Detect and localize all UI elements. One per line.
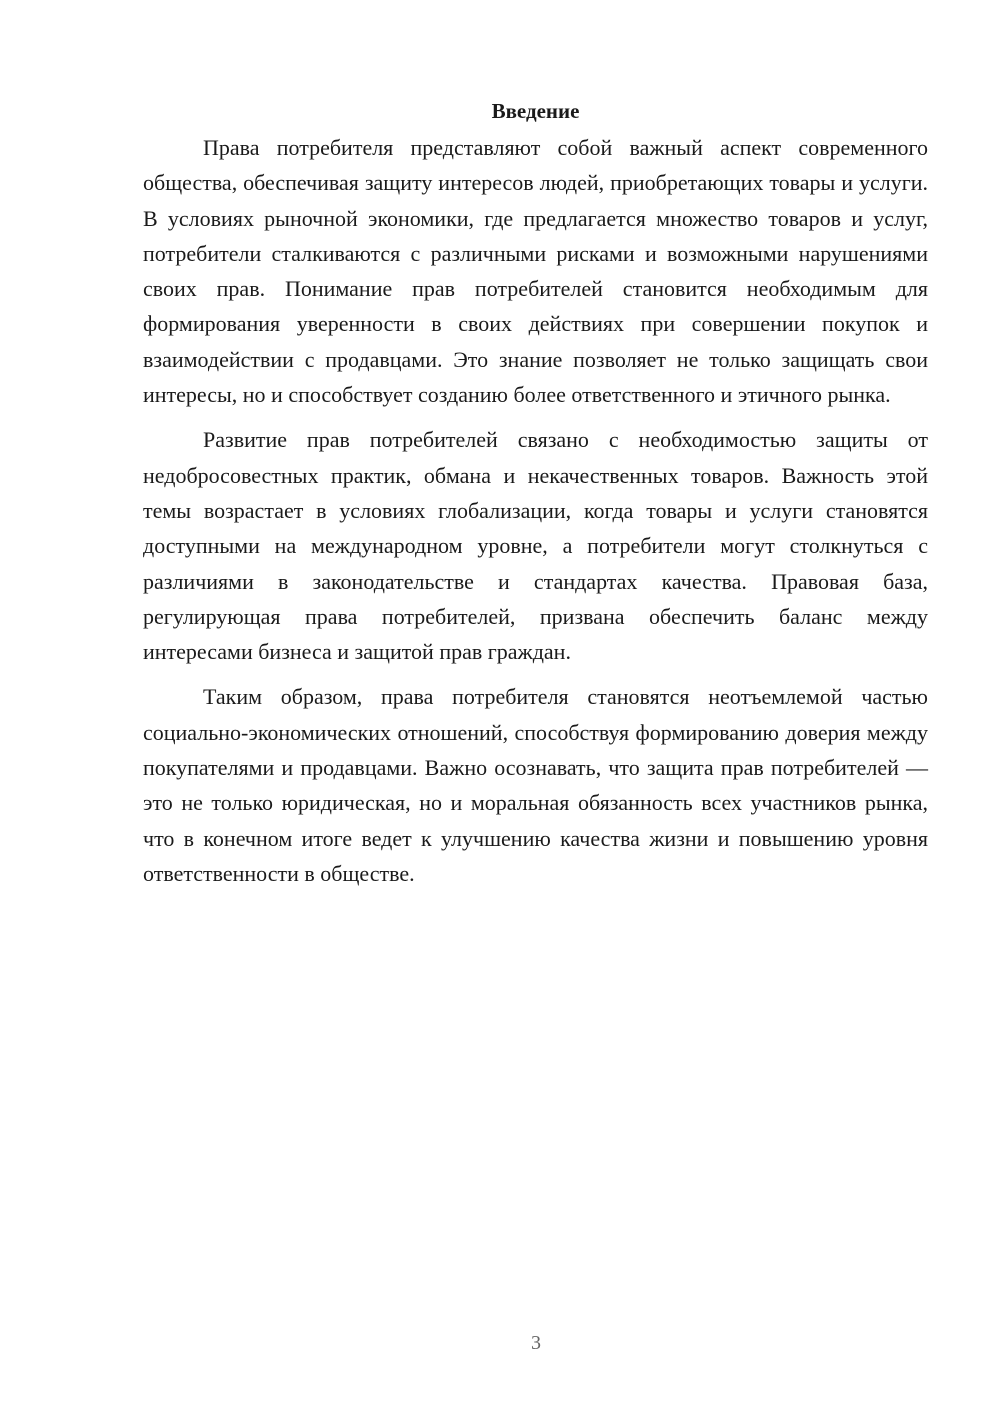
paragraph-3: Таким образом, права потребителя становятся неотъемлемой частью социально-экономических отношений, способствуя формированию доверия между покупателями и продавцами. Важно осознавать, что защита прав потребителей — это не только юридическая, но и моральная обязанность всех участников рынка, что в конечном итоге ведет к улучшению качества жизни и повышению уровня ответственности в обществе. bbox=[143, 684, 928, 886]
page-number: 3 bbox=[531, 1332, 541, 1354]
paragraph-2: Развитие прав потребителей связано с необходимостью защиты от недобросовестных практик, обмана и некачественных товаров. Важность этой темы возрастает в условиях глобализации, когда товары и услуги становятся доступными на международном уровне, а потребители могут столкнуться с различиями в законодательстве и стандартах качества. Правовая база, регулирующая права потребителей, призвана обеспечить баланс между интересами бизнеса и защитой прав граждан. bbox=[143, 427, 928, 665]
page-content bbox=[143, 96, 928, 891]
section-heading: Введение bbox=[491, 99, 580, 123]
paragraph-1: Права потребителя представляют собой важный аспект современного общества, обеспечивая защиту интересов людей, приобретающих товары и услуги. В условиях рыночной экономики, где предлагается множество товаров и услуг, потребители сталкиваются с различными рисками и возможными нарушениями своих прав. Понимание прав потребителей становится необходимым для формирования уверенности в своих действиях при совершении покупок и взаимодействии с продавцами. Это знание позволяет не только защищать свои интересы, но и способствует созданию более ответственного и этичного рынка. bbox=[143, 135, 928, 408]
